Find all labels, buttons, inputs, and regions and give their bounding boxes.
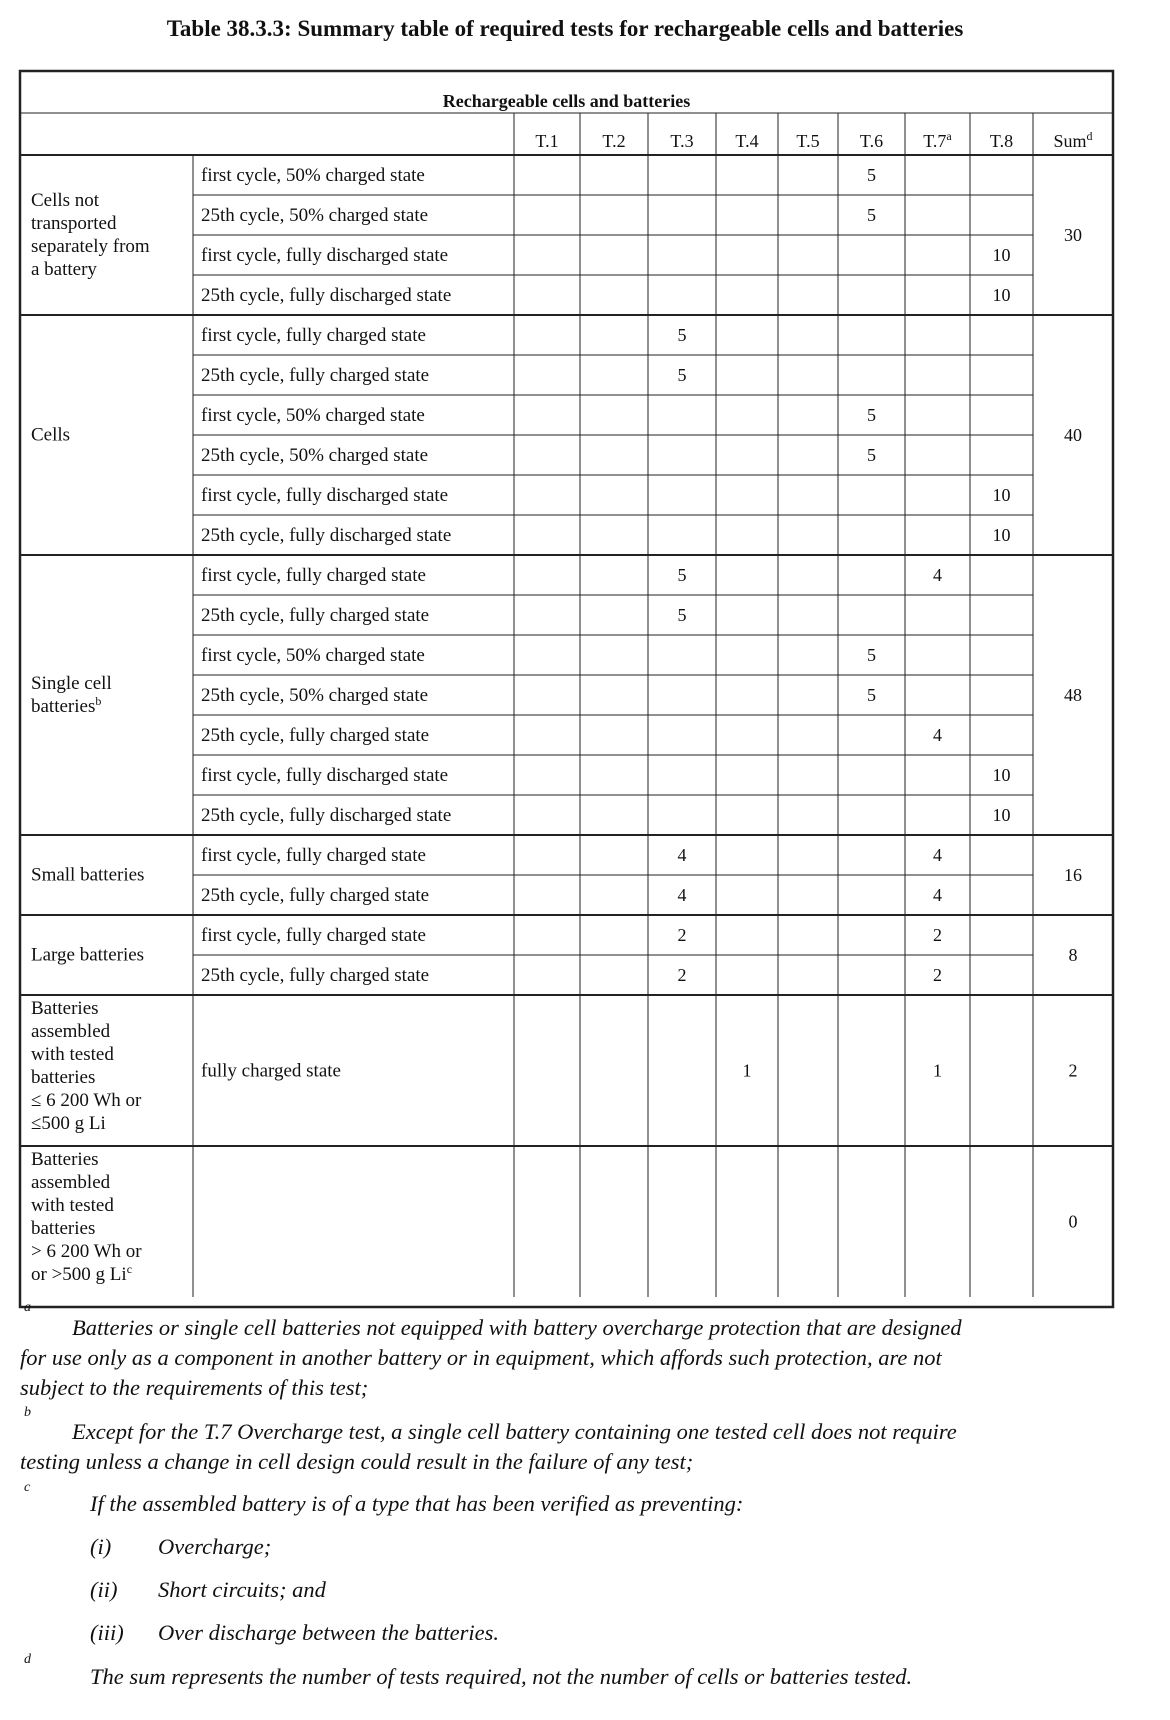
row-label: first cycle, fully discharged state	[201, 765, 449, 786]
row-label: 25th cycle, fully discharged state	[201, 805, 452, 826]
column-header-t6: T.6	[859, 131, 884, 151]
cell-value-t7: 4	[933, 725, 942, 745]
cell-value-t6: 5	[867, 645, 876, 665]
group-label-line: Cells	[31, 424, 71, 446]
row-label: first cycle, fully charged state	[201, 845, 426, 866]
group-label-line: transported	[31, 213, 117, 234]
row-label: 25th cycle, fully charged state	[201, 885, 430, 906]
group-label-line: > 6 200 Wh or	[31, 1241, 142, 1262]
footnote-a-marker: a	[24, 1300, 31, 1315]
column-header-t5: T.5	[796, 131, 820, 151]
group-sum-value: 0	[1068, 1211, 1078, 1232]
cell-value-t7: 2	[933, 925, 942, 945]
cell-value-t3: 5	[677, 565, 687, 585]
cell-value-t8: 10	[992, 765, 1011, 785]
column-header-t7: T.7$^a$	[923, 129, 952, 151]
footnote-d-text: The sum represents the number of tests required, not the number of cells or batteries tested.	[90, 1664, 913, 1689]
cell-value-t7: 4	[933, 885, 942, 905]
group-label-line: batteries	[31, 1067, 96, 1088]
footnote-c-item-2-num: (ii)	[90, 1577, 118, 1602]
footnote-b-marker: b	[24, 1405, 31, 1420]
footnote-b-line-1: Except for the T.7 Overcharge test, a single cell battery containing one tested cell does not require	[72, 1419, 957, 1444]
footnote-c-item-3-num: (iii)	[90, 1620, 124, 1645]
group-label-line: with tested	[31, 1195, 114, 1216]
table-border	[20, 71, 1113, 1307]
row-label: 25th cycle, 50% charged state	[201, 205, 429, 226]
group-label-line: assembled	[31, 1172, 111, 1193]
cell-value-t3: 2	[677, 965, 687, 985]
footnote-b-line-2: testing unless a change in cell design could result in the failure of any test;	[20, 1449, 694, 1474]
cell-value-t3: 5	[677, 365, 687, 385]
group-label-line: a battery	[31, 259, 97, 280]
group-sum-value: 8	[1068, 945, 1078, 965]
group-label-line: with tested	[31, 1044, 114, 1065]
cell-value-t6: 5	[867, 405, 876, 425]
footnote-a-line-3: subject to the requirements of this test;	[20, 1375, 369, 1400]
cell-value-t7: 4	[933, 845, 942, 865]
row-label: 25th cycle, fully charged state	[201, 605, 430, 626]
group-label-footnote-ref: b	[95, 694, 102, 708]
group-label-line: Batteries	[31, 1149, 99, 1170]
cell-value-t6: 5	[867, 165, 876, 185]
cell-value-t6: 5	[867, 685, 876, 705]
cell-value-t6: 5	[867, 205, 876, 225]
cell-value-t8: 10	[992, 245, 1011, 265]
footnote-d-marker: d	[24, 1652, 31, 1667]
cell-value-t6: 5	[867, 445, 876, 465]
cell-value-t8: 10	[992, 805, 1011, 825]
group-label-line: batteries$^b$	[31, 694, 102, 717]
cell-value-t3: 4	[677, 885, 687, 905]
row-label: 25th cycle, fully discharged state	[201, 285, 452, 306]
row-label: 25th cycle, fully discharged state	[201, 525, 452, 546]
group-label-line: Batteries	[31, 998, 99, 1019]
column-header-t8: T.8	[989, 131, 1014, 151]
row-label: first cycle, fully charged state	[201, 925, 426, 946]
group-label-line: ≤500 g Li	[31, 1113, 106, 1134]
row-label: 25th cycle, 50% charged state	[201, 445, 429, 466]
group-label-line: Cells not	[31, 190, 100, 211]
row-label: 25th cycle, 50% charged state	[201, 685, 429, 706]
footnote-c-marker: c	[24, 1480, 31, 1495]
cell-value-t8: 10	[992, 525, 1011, 545]
group-label-line: assembled	[31, 1021, 111, 1042]
cell-value-t4: 1	[742, 1060, 752, 1081]
row-label: 25th cycle, fully charged state	[201, 725, 430, 746]
group-label-line: Single cell	[31, 673, 112, 694]
footnote-a-line-1: Batteries or single cell batteries not equipped with battery overcharge protection that are designed	[72, 1315, 962, 1340]
column-header-t1: T.1	[535, 131, 559, 151]
group-label-line: or >500 g Li$^c$	[31, 1262, 133, 1285]
row-label: first cycle, 50% charged state	[201, 165, 425, 186]
cell-value-t3: 2	[677, 925, 687, 945]
footnote-c-item-1-num: (i)	[90, 1534, 112, 1559]
group-label-footnote-ref: c	[126, 1262, 133, 1276]
row-label: first cycle, fully discharged state	[201, 485, 449, 506]
footnote-c-item-1-text: Overcharge;	[158, 1534, 272, 1559]
column-header-footnote-ref: a	[946, 129, 952, 143]
group-label-line: Large batteries	[31, 944, 145, 966]
group-sum-value: 48	[1064, 685, 1082, 705]
group-label-line: Small batteries	[31, 864, 145, 886]
group-label-line: separately from	[31, 236, 150, 257]
group-label-line: ≤ 6 200 Wh or	[31, 1090, 142, 1111]
footnote-c-item-2-text: Short circuits; and	[158, 1577, 326, 1602]
cell-value-t8: 10	[992, 485, 1011, 505]
cell-value-t7: 4	[933, 565, 942, 585]
cell-value-t8: 10	[992, 285, 1011, 305]
cell-value-t3: 5	[677, 325, 687, 345]
table-title: Table 38.3.3: Summary table of required tests for rechargeable cells and batteries	[166, 16, 964, 41]
group-sum-value: 2	[1068, 1060, 1078, 1081]
group-sum-value: 40	[1064, 425, 1082, 445]
column-header-t3: T.3	[670, 131, 694, 151]
row-label: first cycle, 50% charged state	[201, 645, 425, 666]
column-header-t2: T.2	[602, 131, 626, 151]
row-label: 25th cycle, fully charged state	[201, 365, 430, 386]
header-span-label: Rechargeable cells and batteries	[442, 91, 691, 111]
column-header-sum: Sum$^d$	[1053, 129, 1093, 151]
cell-value-t3: 5	[677, 605, 687, 625]
cell-value-t7: 2	[933, 965, 942, 985]
cell-value-t3: 4	[677, 845, 687, 865]
cell-value-t7: 1	[933, 1060, 942, 1081]
row-label: first cycle, 50% charged state	[201, 405, 425, 426]
footnote-c-intro: If the assembled battery is of a type that has been verified as preventing:	[90, 1491, 744, 1516]
group-label-line: batteries	[31, 1218, 96, 1239]
group-sum-value: 16	[1064, 865, 1082, 885]
column-header-footnote-ref: d	[1086, 129, 1093, 143]
group-sum-value: 30	[1064, 225, 1082, 245]
row-label: 25th cycle, fully charged state	[201, 965, 430, 986]
row-label: first cycle, fully charged state	[201, 325, 426, 346]
footnote-a-line-2: for use only as a component in another battery or in equipment, which affords such protection, are not	[20, 1345, 942, 1370]
row-label: first cycle, fully charged state	[201, 565, 426, 586]
row-label: fully charged state	[201, 1060, 341, 1082]
row-label: first cycle, fully discharged state	[201, 245, 449, 266]
column-header-t4: T.4	[735, 131, 759, 151]
footnote-c-item-3-text: Over discharge between the batteries.	[158, 1620, 499, 1645]
